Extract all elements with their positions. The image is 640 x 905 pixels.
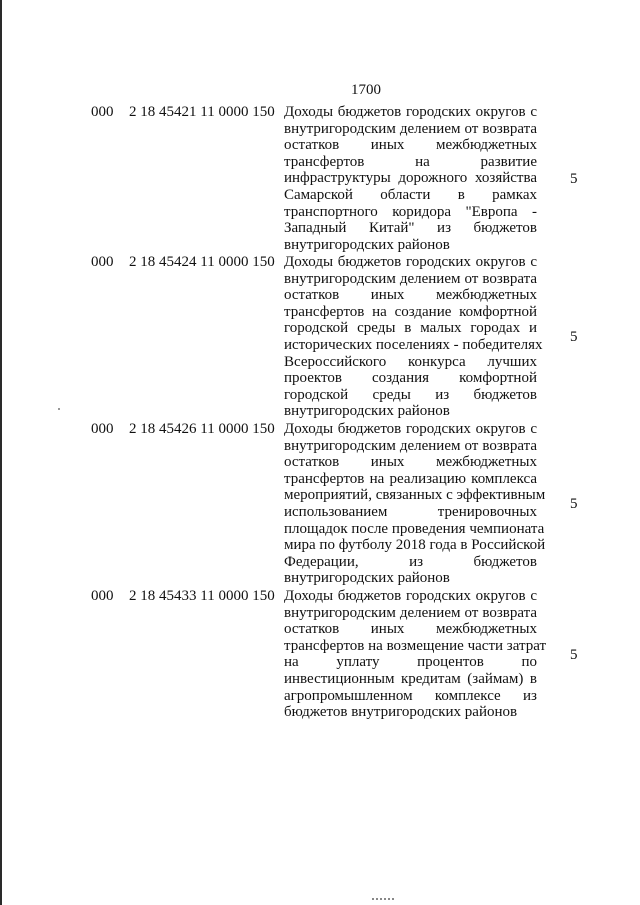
page-number: 1700: [351, 82, 381, 98]
description-line: на уплату процентов по: [284, 654, 537, 671]
description-line: Доходы бюджетов городских округов с: [284, 254, 537, 270]
description-line: исторических поселениях - победителях: [284, 336, 543, 353]
budget-classification-code: 2 18 45433 11 0000 150: [129, 588, 275, 604]
admin-code: 000: [91, 421, 114, 437]
description-line: трансфертов на реализацию комплекса: [284, 470, 537, 487]
description-line: внутригородским делением от возврата: [284, 120, 537, 137]
entry-description: [284, 421, 546, 587]
description-line: внутригородских районов: [284, 570, 450, 587]
description-line: городской среды из бюджетов: [284, 386, 537, 403]
description-line: внутригородских районов: [284, 236, 450, 253]
budget-classification-code: 2 18 45421 11 0000 150: [129, 104, 275, 120]
description-line: Доходы бюджетов городских округов с: [284, 421, 537, 437]
description-line: трансфертов на возмещение части затрат: [284, 637, 547, 654]
description-line: остатков иных межбюджетных: [284, 454, 537, 471]
scan-edge: [0, 0, 2, 905]
description-line: агропромышленном комплексе из: [284, 687, 537, 704]
amount: 5: [570, 647, 578, 663]
description-line: внутригородским делением от возврата: [284, 604, 537, 621]
description-line: внутригородских районов: [284, 403, 450, 420]
amount: 5: [570, 329, 578, 345]
description-line: остатков иных межбюджетных: [284, 137, 537, 154]
admin-code: 000: [91, 104, 114, 120]
description-line: трансфертов на развитие: [284, 153, 537, 170]
admin-code: 000: [91, 254, 114, 270]
description-line: Федерации, из бюджетов: [284, 553, 537, 570]
description-line: Доходы бюджетов городских округов с: [284, 588, 537, 604]
entry-description: [284, 254, 543, 420]
description-line: Всероссийского конкурса лучших: [284, 353, 537, 370]
entry-description: [284, 588, 547, 721]
budget-classification-code: 2 18 45426 11 0000 150: [129, 421, 275, 437]
description-line: внутригородским делением от возврата: [284, 437, 537, 454]
amount: 5: [570, 171, 578, 187]
description-line: мира по футболу 2018 года в Российской: [284, 537, 546, 554]
description-line: транспортного коридора "Европа -: [284, 203, 537, 220]
budget-classification-code: 2 18 45424 11 0000 150: [129, 254, 275, 270]
description-line: мероприятий, связанных с эффективным: [284, 487, 546, 504]
description-line: инфраструктуры дорожного хозяйства: [284, 170, 537, 187]
description-line: бюджетов внутригородских районов: [284, 704, 518, 721]
description-line: остатков иных межбюджетных: [284, 621, 537, 638]
scan-speck: [58, 408, 60, 410]
entry-description: [284, 104, 537, 253]
description-line: Западный Китай" из бюджетов: [284, 220, 537, 237]
amount: 5: [570, 496, 578, 512]
description-line: Доходы бюджетов городских округов с: [284, 104, 537, 120]
description-line: Самарской области в рамках: [284, 186, 537, 203]
admin-code: 000: [91, 588, 114, 604]
description-line: площадок после проведения чемпионата: [284, 520, 545, 537]
description-line: внутригородским делением от возврата: [284, 270, 537, 287]
scan-artifact: [372, 898, 396, 900]
description-line: городской среды в малых городах и: [284, 320, 537, 337]
description-line: инвестиционным кредитам (займам) в: [284, 670, 537, 687]
description-line: использованием тренировочных: [284, 503, 537, 520]
description-line: остатков иных межбюджетных: [284, 287, 537, 304]
description-line: трансфертов на создание комфортной: [284, 303, 537, 320]
description-line: проектов создания комфортной: [284, 370, 537, 387]
